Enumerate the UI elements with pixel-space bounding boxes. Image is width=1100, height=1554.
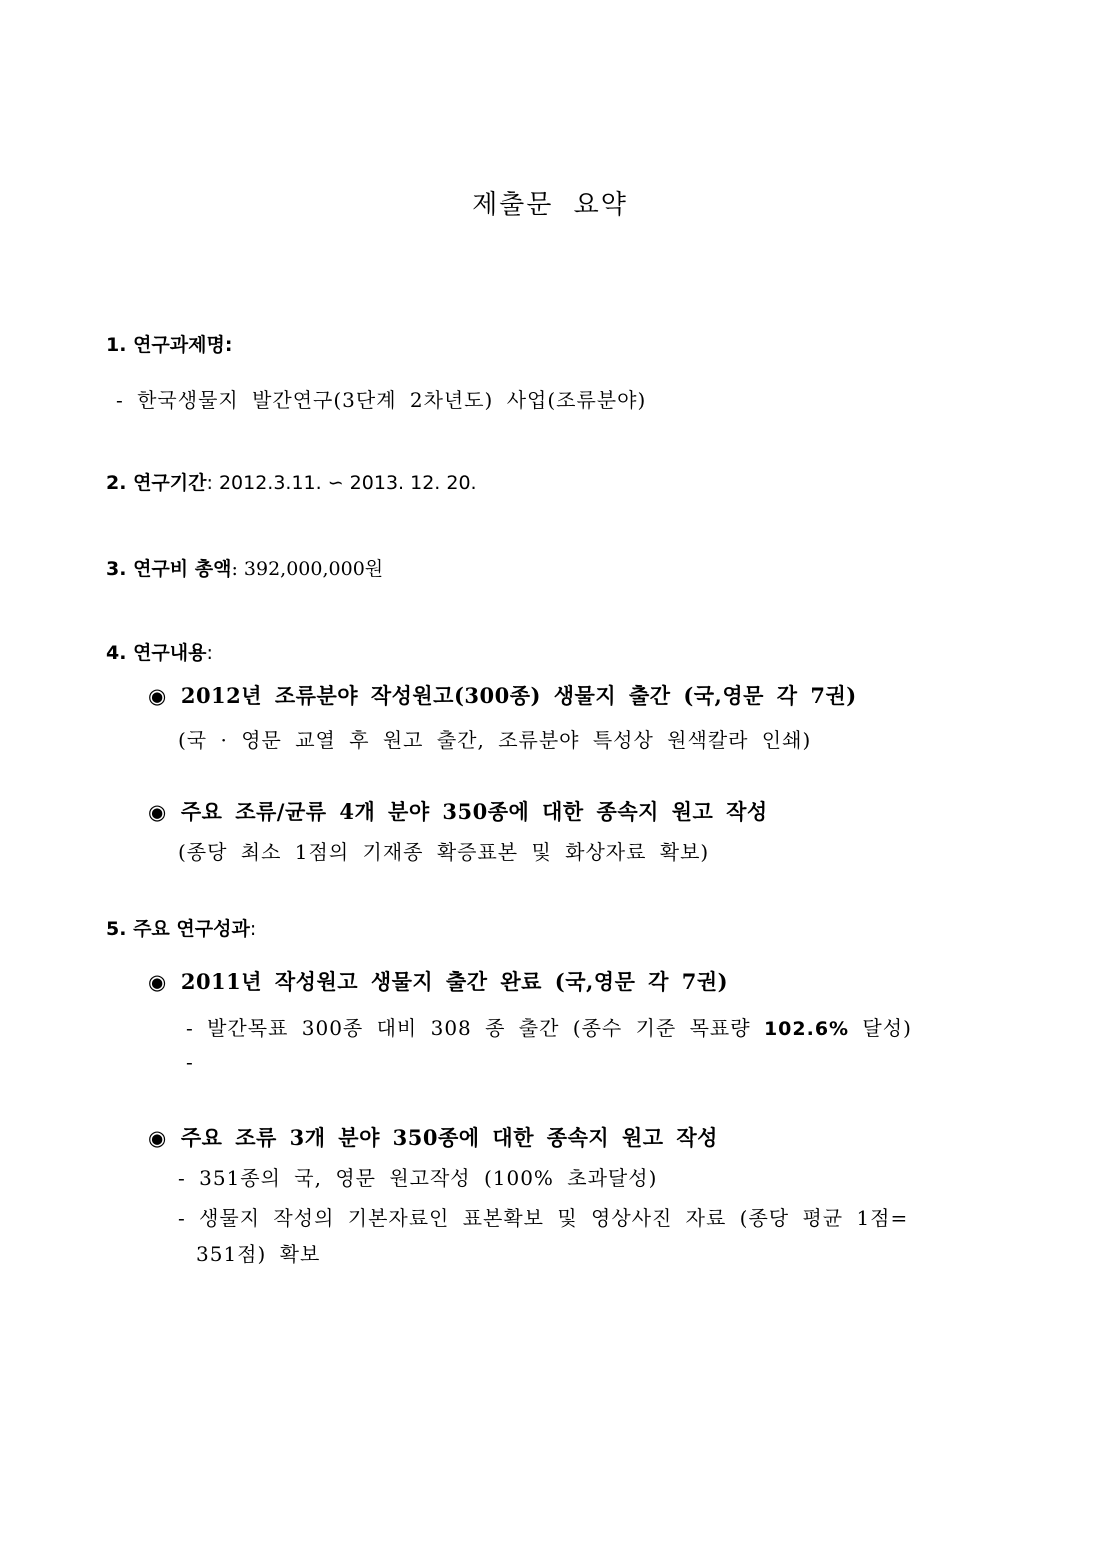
section-5-bullet-2: ◉ 주요 조류 3개 분야 350종에 대한 종속지 원고 작성 — [148, 1125, 718, 1150]
section-5-bullet-2-detail-2: - 생물지 작성의 기본자료인 표본확보 및 영상사진 자료 (종당 평균 1점= — [178, 1206, 909, 1230]
bullet-mark-icon: ◉ — [148, 799, 167, 824]
section-2-heading: 2. 연구기간: 2012.3.11. ∽ 2013. 12. 20. — [106, 472, 477, 494]
research-budget-value: : 392,000,000원 — [231, 558, 384, 580]
section-5-bullet-1: ◉ 2011년 작성원고 생물지 출간 완료 (국,영문 각 7권) — [148, 969, 729, 994]
section-5-bullet-1-detail: - 발간목표 300종 대비 308 종 출간 (종수 기준 목표량 102.6% 달성) — [186, 1016, 912, 1040]
section-3-heading: 3. 연구비 총액: 392,000,000원 — [106, 558, 384, 580]
section-5-bullet-1-empty-item: - — [186, 1050, 194, 1074]
section-5-bullet-2-detail-2-cont: 351점) 확보 — [196, 1242, 321, 1266]
section-5-bullet-2-detail-1: - 351종의 국, 영문 원고작성 (100% 초과달성) — [178, 1166, 658, 1190]
bullet-mark-icon: ◉ — [148, 683, 167, 708]
section-4-bullet-1-note: (국 · 영문 교열 후 원고 출간, 조류분야 특성상 원색칼라 인쇄) — [178, 728, 812, 752]
target-achievement-rate: 102.6% — [763, 1018, 850, 1040]
section-4-bullet-1: ◉ 2012년 조류분야 작성원고(300종) 생물지 출간 (국,영문 각 7권) — [148, 683, 857, 708]
section-5-heading: 5. 주요 연구성과: — [106, 918, 257, 940]
bullet-mark-icon: ◉ — [148, 1125, 167, 1150]
research-period-value: : 2012.3.11. ∽ 2013. 12. 20. — [206, 472, 477, 494]
bullet-mark-icon: ◉ — [148, 969, 167, 994]
section-1-heading: 1. 연구과제명: — [106, 334, 233, 356]
section-4-bullet-2: ◉ 주요 조류/균류 4개 분야 350종에 대한 종속지 원고 작성 — [148, 799, 768, 824]
section-1-project-name: - 한국생물지 발간연구(3단계 2차년도) 사업(조류분야) — [116, 388, 647, 412]
section-4-heading: 4. 연구내용: — [106, 642, 213, 664]
page-title: 제출문 요약 — [472, 190, 628, 220]
section-4-bullet-2-note: (종당 최소 1점의 기재종 확증표본 및 화상자료 확보) — [178, 840, 710, 864]
